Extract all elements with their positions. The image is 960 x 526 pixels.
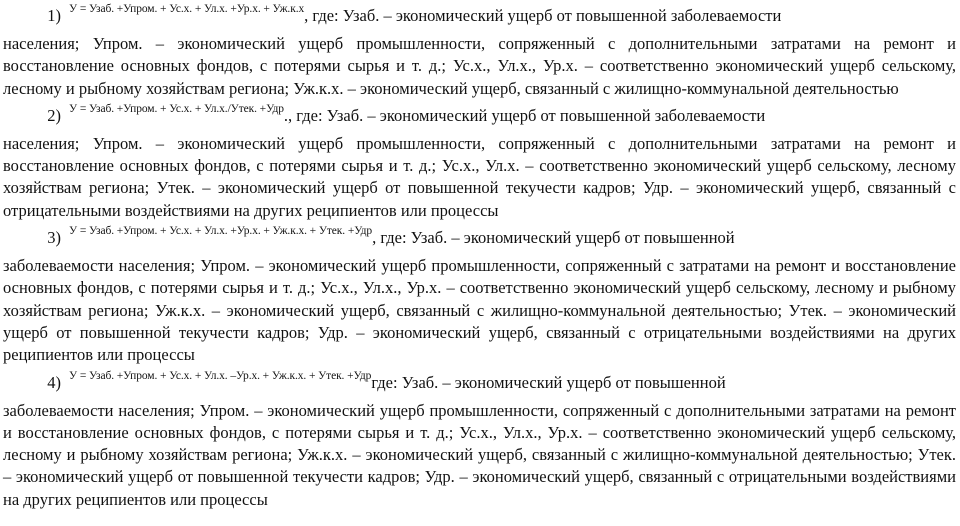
item-number: 2) xyxy=(47,106,61,126)
formula: У = Узаб. +Упром. + Ус.х. + Ул.х. –Ур.х. + Уж.к.х. + Утек. +Удр xyxy=(69,369,372,382)
formula-explanation: населения; Упром. – экономический ущерб промышленности, сопряженный с дополнительными затратами на ремонт и восстановление основных фондов, с потерями сырья и т. д.; Ус.х., Ул.х., Ур.х. – соответственно экономический ущерб сельскому, лесному и рыбному хозяйствам региона; Уж.к.х. – экономический ущерб, связанный с жилищно-коммунальной деятельностью xyxy=(3,34,956,98)
formula-explanation: заболеваемости населения; Упром. – экономический ущерб промышленности, сопряженный с дополнительными затратами на ремонт и восстановление основных фондов, с потерями сырья и т. д.; Ус.х., Ул.х., Ур.х. – соответственно экономический ущерб сельскому, лесному и рыбному хозяйствам региона; Уж.к.х. – экономический ущерб, связанный с жилищно-коммунальной деятельностью; Утек. – экономический ущерб от повышенной текучести кадров; Удр. – экономический ущерб, связанный с отрицательными воздействиями на других реципиентов или процессы xyxy=(3,400,956,509)
formula-explanation-start: где: Узаб. – экономический ущерб от повышенной xyxy=(371,372,726,392)
formula-line xyxy=(3,100,956,133)
item-number: 1) xyxy=(47,6,61,26)
formula-explanation-start: , где: Узаб. – экономический ущерб от повышенной xyxy=(372,228,735,248)
item-number: 4) xyxy=(47,372,61,392)
formula: У = Узаб. +Упром. + Ус.х. + Ул.х. +Ур.х. + Уж.к.х. + Утек. +Удр xyxy=(69,225,373,238)
formula: У = Узаб. +Упром. + Ус.х. + Ул.х. +Ур.х. + Уж.к.х xyxy=(69,3,305,16)
formula-item-1 xyxy=(3,0,956,100)
formula-line xyxy=(3,367,956,400)
item-number: 3) xyxy=(47,228,61,248)
document-body xyxy=(3,0,956,511)
formula-explanation-start: ., где: Узаб. – экономический ущерб от повышенной заболеваемости xyxy=(283,106,766,126)
formula-explanation: населения; Упром. – экономический ущерб промышленности, сопряженный с дополнительными затратами на ремонт и восстановление основных фондов, с потерями сырья и т. д.; Ус.х., Ул.х. – соответственно экономический ущерб сельскому, лесному хозяйствам региона; Утек. – экономический ущерб от повышенной текучести кадров; Удр. – экономический ущерб, связанный с отрицательными воздействиями на других реципиентов или процессы xyxy=(3,133,956,220)
formula-item-3 xyxy=(3,222,956,366)
formula-explanation: заболеваемости населения; Упром. – экономический ущерб промышленности, сопряженный с затратами на ремонт и восстановление основных фондов, с потерями сырья и т. д.; Ус.х., Ул.х., Ур.х. – соответственно экономический ущерб сельскому, лесному и рыбному хозяйствам региона; Уж.к.х. – экономический ущерб, связанный с жилищно-коммунальной деятельностью; Утек. – экономический ущерб от повышенной текучести кадров; Удр. – экономический ущерб, связанный с отрицательными воздействиями на других реципиентов или процессы xyxy=(3,256,956,365)
formula-item-4 xyxy=(3,367,956,511)
formula-line xyxy=(3,222,956,255)
formula: У = Узаб. +Упром. + Ус.х. + Ул.х./Утек. +Удр xyxy=(69,103,284,116)
formula-item-2 xyxy=(3,100,956,222)
formula-line xyxy=(3,0,956,33)
formula-explanation-start: , где: Узаб. – экономический ущерб от повышенной заболеваемости xyxy=(304,6,782,26)
